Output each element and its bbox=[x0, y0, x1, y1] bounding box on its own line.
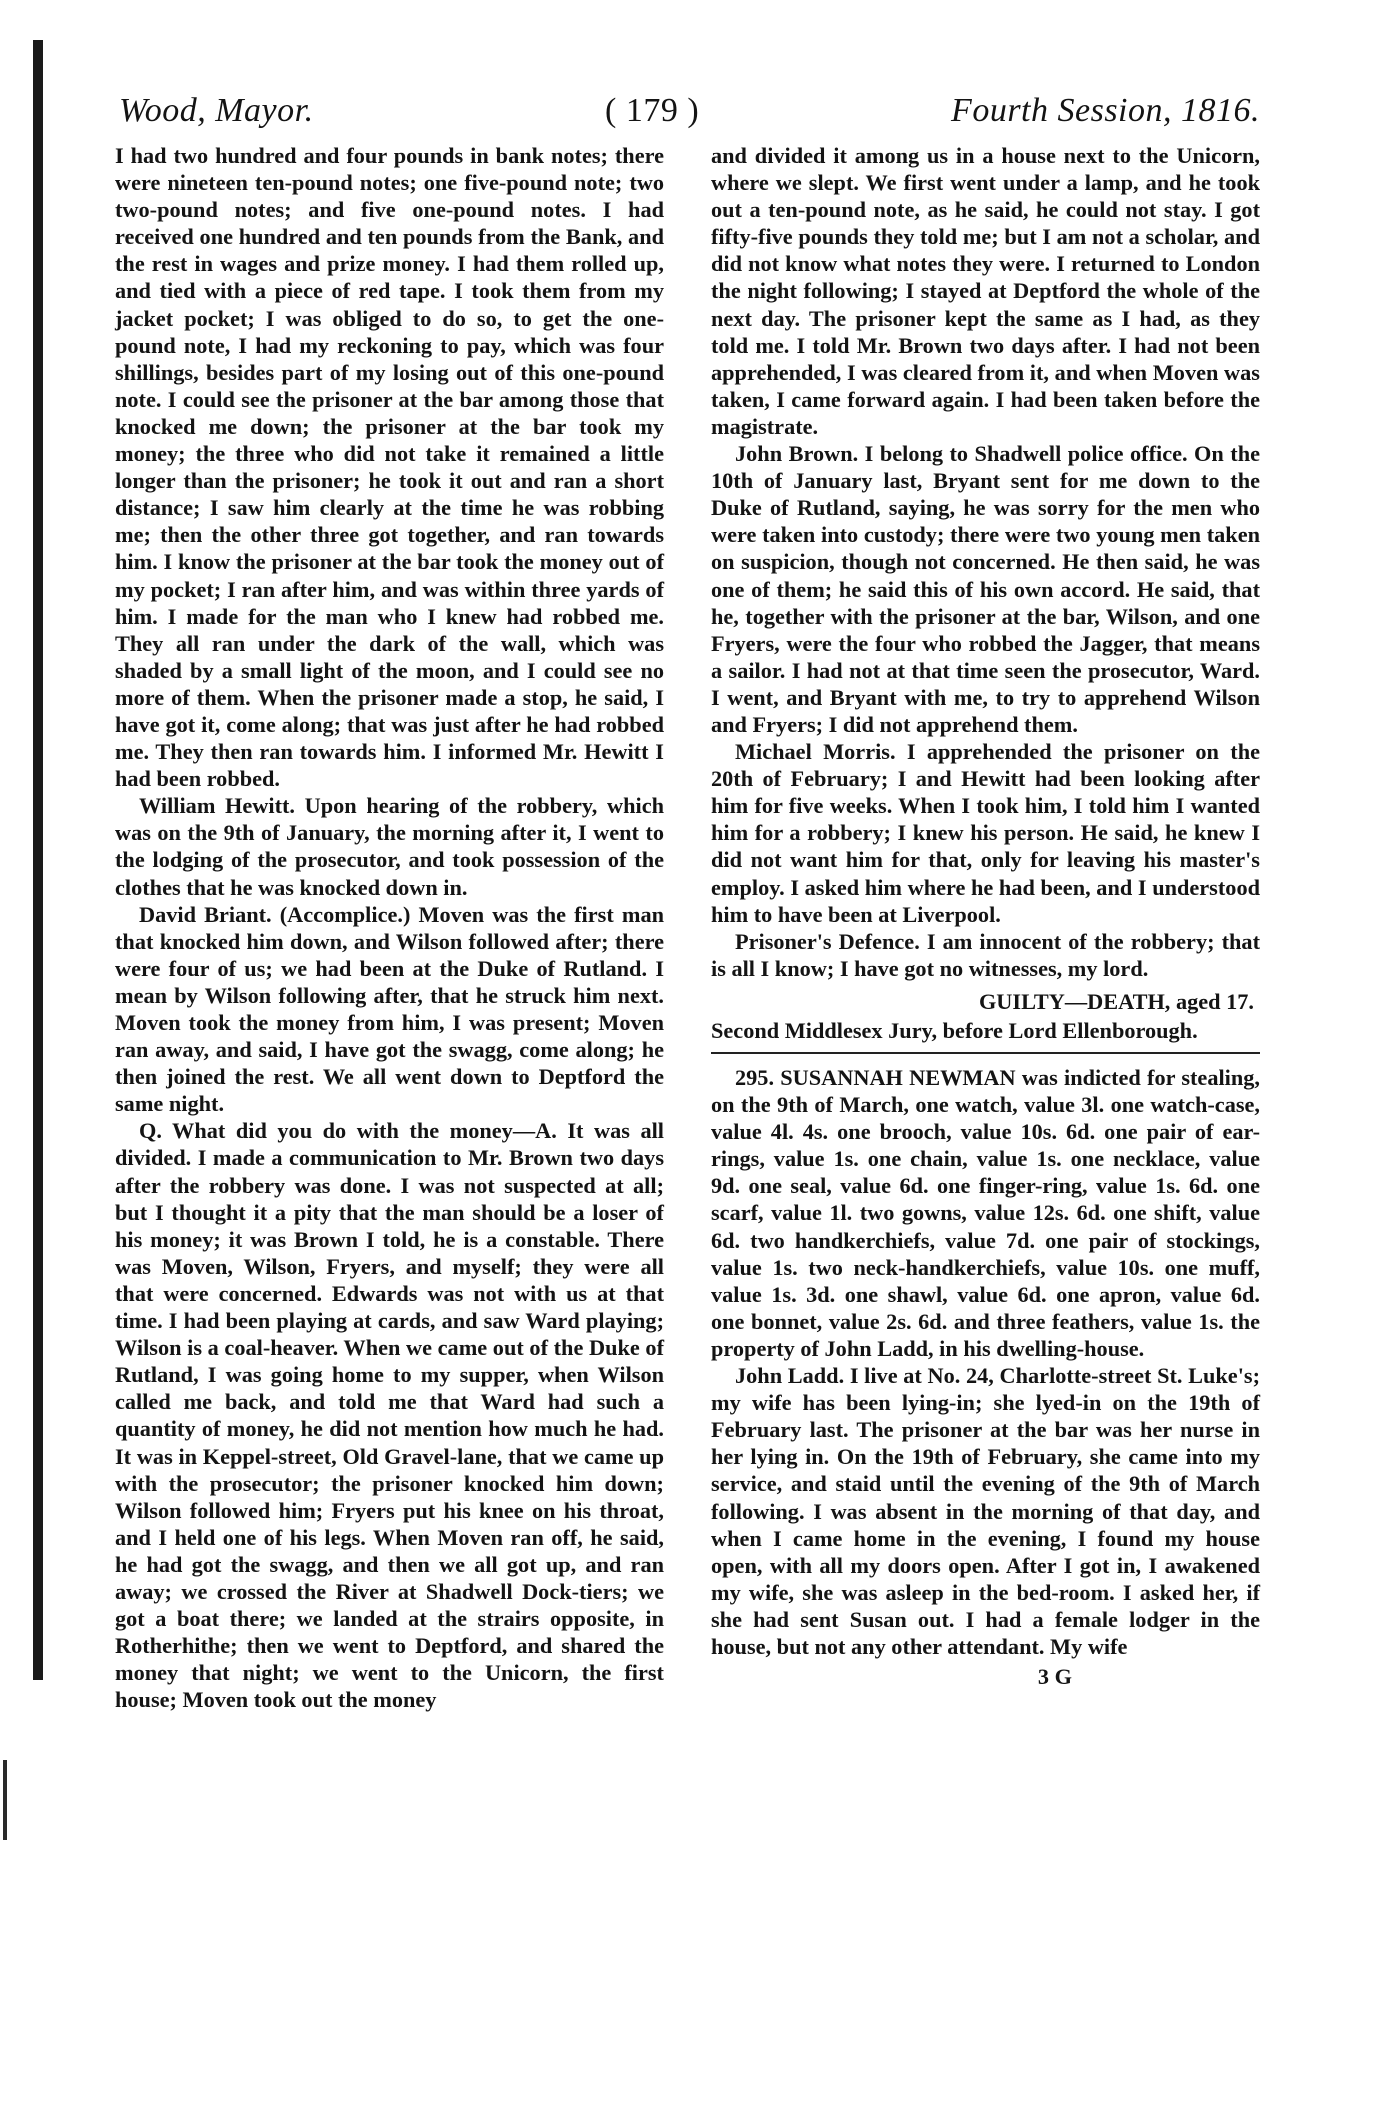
scan-edge-bar bbox=[33, 40, 43, 1680]
left-column bbox=[115, 142, 664, 1713]
header-left: Wood, Mayor. bbox=[119, 92, 314, 129]
page-header bbox=[115, 80, 1260, 134]
paragraph: and divided it among us in a house next to the Unicorn, where we slept. We first went under a lamp, and he took out a ten-pound note, as he said, he could not stay. I got fifty-five pounds they told me; but I am not a scholar, and did not know what notes they were. I returned to London the night following; I stayed at Deptford the whole of the next day. The prisoner kept the same as I had, as they told me. I told Mr. Brown two days after. I had not been apprehended, I was cleared from it, and when Moven was taken, I came forward again. I had been taken before the magistrate. bbox=[711, 143, 1260, 439]
paragraph: Q. What did you do with the money—A. It was all divided. I made a communication to Mr. Brown two days after the robbery was done. I was not suspected at all; but I thought it a pity that the man should be a loser of his money; it was Brown I told, he is a constable. There was Moven, Wilson, Fryers, and myself; they were all that were concerned. Edwards was not with us at that time. I had been playing at cards, and saw Ward playing; Wilson is a coal-heaver. When we came out of the Duke of Rutland, I was going home to my supper, when Wilson called me back, and told me that Ward had such a quantity of money, he did not mention how much he had. It was in Keppel-street, Old Gravel-lane, that we came up with the prosecutor; the prisoner knocked him down; Wilson followed him; Fryers put his knee on his throat, and I held one of his legs. When Moven ran off, he said, he had got the swagg, and then we all got up, and ran away; we crossed the River at Shadwell Dock-tiers; we got a boat there; we landed at the strairs opposite, in Rotherhithe; then we went to Deptford, and shared the money that night; we went to the Unicorn, the first house; Moven took out the money bbox=[115, 1118, 664, 1713]
header-right: Fourth Session, 1816. bbox=[951, 92, 1260, 129]
paragraph: John Brown. I belong to Shadwell police office. On the 10th of January last, Bryant sent for me down to the Duke of Rutland, saying, he was sorry for the men who were taken into custody; there were two young men taken on suspicion, though not concerned. He then said, he was one of them; he said this of his own accord. He said, that he, together with the prisoner at the bar, Wilson, and one Fryers, were the four who robbed the Jagger, that means a sailor. I had not at that time seen the prosecutor, Ward. I went, and Bryant with me, to try to apprehend Wilson and Fryers; I did not apprehend them. bbox=[711, 441, 1260, 737]
right-column bbox=[711, 142, 1260, 1713]
paragraph: Michael Morris. I apprehended the prisoner on the 20th of February; I and Hewitt had been looking after him for five weeks. When I took him, I told him I wanted him for a robbery; I knew his person. He said, he knew I did not want him for that, only for leaving his master's employ. I asked him where he had been, and I understood him to have been at Liverpool. bbox=[711, 739, 1260, 927]
paragraph: Prisoner's Defence. I am innocent of the robbery; that is all I know; I have got no witnesses, my lord. bbox=[711, 928, 1260, 981]
scan-edge-mark bbox=[3, 1760, 7, 1840]
paragraph: 295. SUSANNAH NEWMAN was indicted for stealing, on the 9th of March, one watch, value 3l. one watch-case, value 4l. 4s. one brooch, value 10s. 6d. one pair of ear-rings, value 1s. one chain, value 1s. one necklace, value 9d. one seal, value 6d. one finger-ring, value 1s. 6d. one scarf, value 1l. two gowns, value 12s. 6d. one shift, value 6d. two handkerchiefs, value 7d. one pair of stockings, value 1s. two neck-handkerchiefs, value 10s. one muff, value 1s. 3d. one shawl, value 6d. one apron, value 6d. one bonnet, value 2s. 6d. and three feathers, value 1s. the property of John Ladd, in his dwelling-house. bbox=[711, 1065, 1260, 1361]
signature-mark: 3 G bbox=[1037, 1664, 1072, 1690]
jury-line: Second Middlesex Jury, before Lord Ellenborough. bbox=[711, 1017, 1198, 1043]
page-number: ( 179 ) bbox=[605, 92, 700, 129]
verdict: GUILTY—DEATH, aged 17. bbox=[978, 988, 1254, 1014]
document-page bbox=[115, 80, 1260, 2060]
paragraph: David Briant. (Accomplice.) Moven was the first man that knocked him down, and Wilson followed after; there were four of us; we had been at the Duke of Rutland. I mean by Wilson following after, that he struck him next. Moven took the money from him, I was present; Moven ran away, and said, I have got the swagg, come along; he then joined the rest. We all went down to Deptford the same night. bbox=[115, 901, 664, 1117]
paragraph: John Ladd. I live at No. 24, Charlotte-street St. Luke's; my wife has been lying-in; she lyed-in on the 19th of February last. The prisoner at the bar was her nurse in her lying in. On the 19th of February, she came into my service, and staid until the evening of the 9th of March following. I was absent in the morning of that day, and when I came home in the evening, I found my house open, with all my doors open. After I got in, I awakened my wife, she was asleep in the bed-room. I asked her, if she had sent Susan out. I had a female lodger in the house, but not any other attendant. My wife bbox=[711, 1363, 1260, 1659]
section-divider bbox=[711, 1052, 1260, 1054]
paragraph: I had two hundred and four pounds in bank notes; there were nineteen ten-pound notes; one five-pound note; two two-pound notes; and five one-pound notes. I had received one hundred and ten pounds from the Bank, and the rest in wages and prize money. I had them rolled up, and tied with a piece of red tape. I took them from my jacket pocket; I was obliged to do so, to get the one-pound note, I had my reckoning to pay, which was four shillings, besides part of my losing out of this one-pound note. I could see the prisoner at the bar among those that knocked me down; the prisoner at the bar took my money; the three who did not take it remained a little longer than the prisoner; he took it out and ran a short distance; I saw him clearly at the time he was robbing me; then the other three got together, and ran towards him. I know the prisoner at the bar took the money out of my pocket; I ran after him, and was within three yards of him. I made for the man who I knew had robbed me. They all ran under the dark of the wall, which was shaded by a small light of the moon, and I could see no more of them. When the prisoner made a stop, he said, I have got it, come along; that was just after he had robbed me. They then ran towards him. I informed Mr. Hewitt I had been robbed. bbox=[115, 143, 664, 792]
text-columns bbox=[115, 142, 1260, 1713]
paragraph: William Hewitt. Upon hearing of the robbery, which was on the 9th of January, the morning after it, I went to the lodging of the prosecutor, and took possession of the clothes that he was knocked down in. bbox=[115, 793, 664, 900]
